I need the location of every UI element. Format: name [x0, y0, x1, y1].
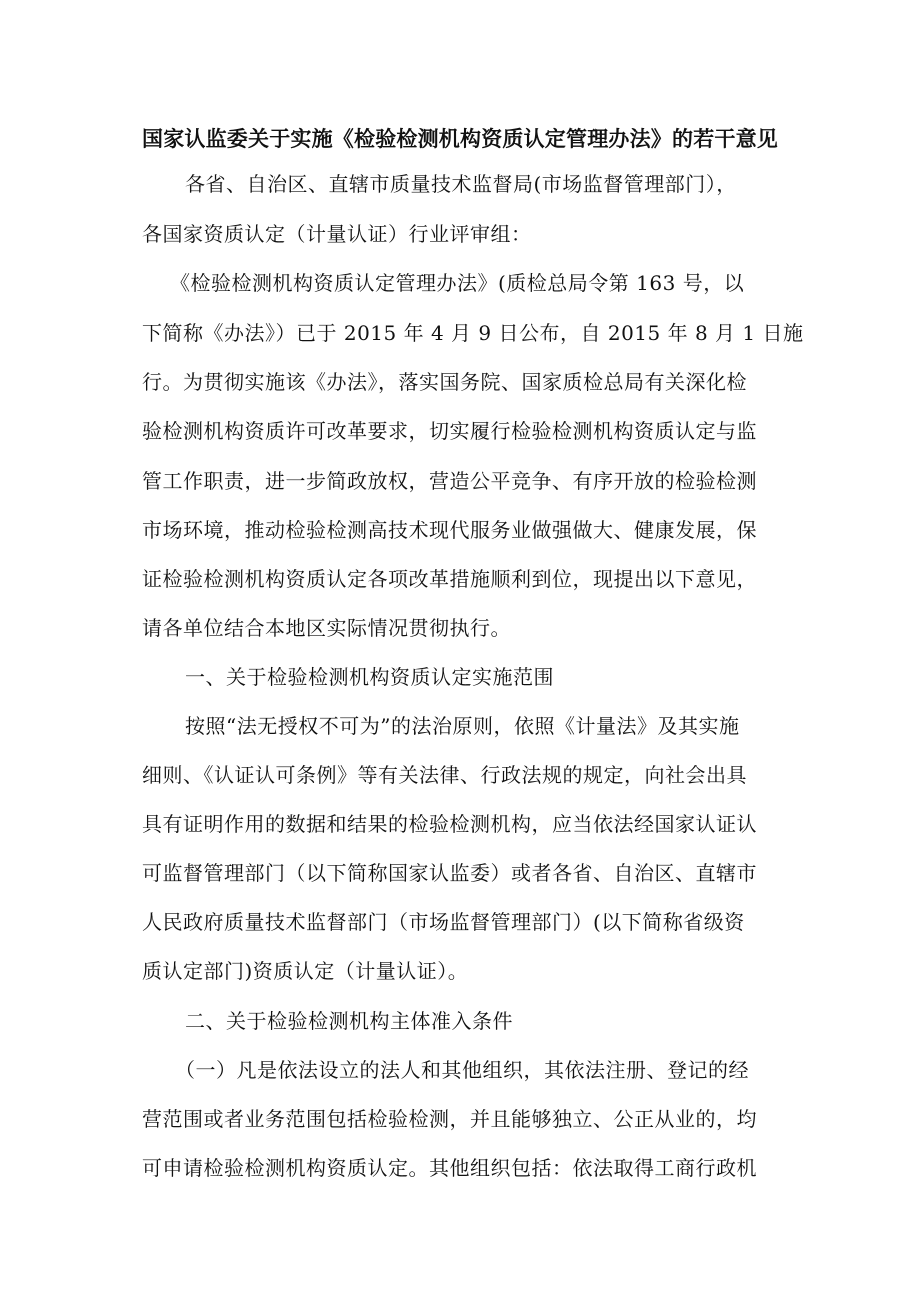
section-heading: 一、关于检验检测机构资质认定实施范围 [185, 665, 554, 689]
text-line: 按照“法无授权不可为”的法治原则，依照《计量法》及其实施 [185, 714, 740, 738]
text-line: 下简称《办法》）已于 2015 年 4 月 9 日公布，自 2015 年 8 月 1 日施 [142, 321, 804, 345]
text-line: 质认定部门)资质认定（计量认证）。 [142, 959, 469, 983]
text-line: 各省、自治区、直辖市质量技术监督局(市场监督管理部门）， [185, 172, 737, 196]
text-line: 市场环境，推动检验检测高技术现代服务业做强做大、健康发展，保 [142, 518, 757, 542]
text-line: 营范围或者业务范围包括检验检测，并且能够独立、公正从业的，均 [142, 1107, 757, 1131]
text-line: 人民政府质量技术监督部门（市场监督管理部门）(以下简称省级资 [142, 910, 745, 934]
text-line: 各国家资质认定（计量认证）行业评审组： [142, 222, 532, 246]
text-line: （一）凡是依法设立的法人和其他组织，其依法注册、登记的经 [175, 1058, 749, 1082]
text-line: 细则、《认证认可条例》等有关法律、行政法规的规定，向社会出具 [142, 763, 747, 787]
document-title: 国家认监委关于实施《检验检测机构资质认定管理办法》的若干意见 [142, 126, 778, 151]
text-line: 行。为贯彻实施该《办法》，落实国务院、国家质检总局有关深化检 [142, 370, 747, 394]
text-line: 《检验检测机构资质认定管理办法》(质检总局令第 163 号，以 [170, 271, 745, 295]
text-line: 可监督管理部门（以下简称国家认监委）或者各省、自治区、直辖市 [142, 861, 757, 885]
text-line: 管工作职责，进一步简政放权，营造公平竞争、有序开放的检验检测 [142, 469, 757, 493]
text-line: 证检验检测机构资质认定各项改革措施顺利到位，现提出以下意见， [142, 567, 757, 591]
text-line: 请各单位结合本地区实际情况贯彻执行。 [142, 616, 511, 640]
section-heading: 二、关于检验检测机构主体准入条件 [185, 1009, 513, 1033]
text-line: 验检测机构资质许可改革要求，切实履行检验检测机构资质认定与监 [142, 419, 757, 443]
text-line: 具有证明作用的数据和结果的检验检测机构，应当依法经国家认证认 [142, 812, 757, 836]
text-line: 可申请检验检测机构资质认定。其他组织包括：依法取得工商行政机 [142, 1156, 757, 1180]
